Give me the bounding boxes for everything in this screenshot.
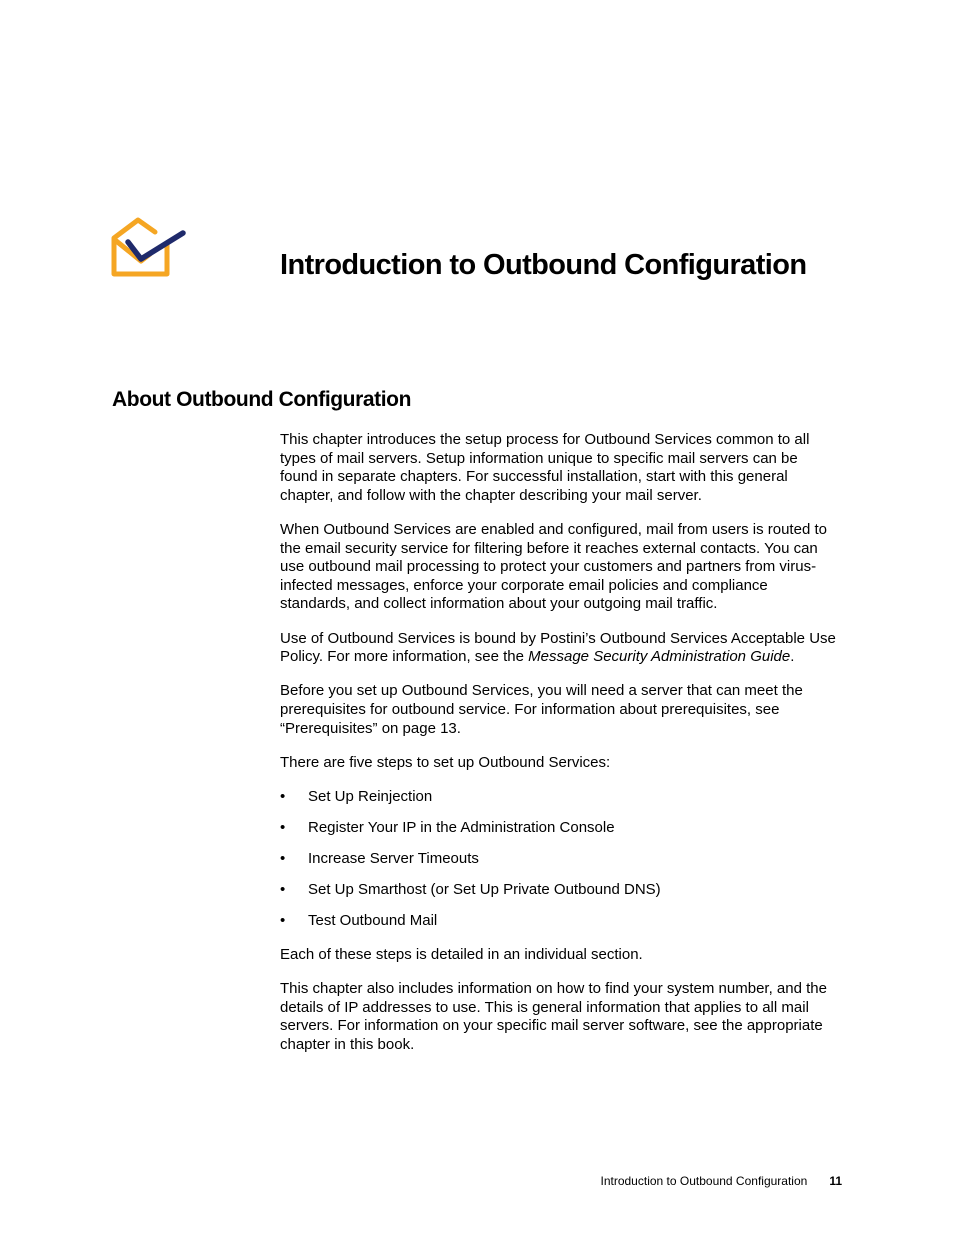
paragraph-steps-detail: Each of these steps is detailed in an individual section. bbox=[280, 946, 643, 963]
steps-list bbox=[280, 788, 836, 931]
list-item bbox=[280, 881, 836, 900]
step-label: Increase Server Timeouts bbox=[308, 849, 479, 867]
section-heading: About Outbound Configuration bbox=[112, 388, 412, 411]
bullet: • bbox=[280, 911, 286, 929]
paragraph-prerequisites: Before you set up Outbound Services, you will need a server that can meet the prerequisites for outbound service. For information about prerequisites, see “Prerequisites” on page 13. bbox=[280, 682, 803, 737]
paragraph-acceptable-use-text: Use of Outbound Services is bound by Postini’s Outbound Services Acceptable Use Policy. For more information, see the bbox=[280, 629, 836, 666]
body-text bbox=[280, 431, 836, 1070]
page-footer bbox=[0, 1174, 842, 1189]
bullet: • bbox=[280, 880, 286, 898]
bullet: • bbox=[280, 818, 286, 836]
page-number: 11 bbox=[829, 1174, 842, 1188]
paragraph-steps-intro: There are five steps to set up Outbound Services: bbox=[280, 753, 611, 771]
step-label: Set Up Smarthost (or Set Up Private Outbound DNS) bbox=[308, 880, 661, 898]
bullet: • bbox=[280, 787, 286, 805]
bullet: • bbox=[280, 849, 286, 867]
step-label: Test Outbound Mail bbox=[308, 911, 438, 929]
list-item bbox=[280, 912, 836, 931]
guide-title: Message Security Administration Guide bbox=[528, 648, 791, 666]
list-item bbox=[280, 850, 836, 869]
paragraph-chapter-scope: This chapter also includes information on how to find your system number, and the details of IP addresses to use. This is general information that applies to all mail servers. For information on your specific mail server software, see the appropriate chapter in this book. bbox=[280, 980, 827, 1053]
paragraph-acceptable-use bbox=[280, 630, 836, 667]
step-label: Register Your IP in the Administration Console bbox=[308, 818, 615, 836]
list-item bbox=[280, 819, 836, 838]
paragraph-acceptable-use-end: . bbox=[790, 648, 795, 666]
list-item bbox=[280, 788, 836, 807]
step-label: Set Up Reinjection bbox=[308, 787, 433, 805]
chapter-title: Introduction to Outbound Configuration bbox=[280, 249, 807, 281]
paragraph-outbound-services: When Outbound Services are enabled and configured, mail from users is routed to the email security service for filtering before it reaches external contacts. You can use outbound mail processing to protect your customers and partners from virus-infected messages, enforce your corporate email policies and compliance standards, and collect information about your outgoing mail traffic. bbox=[280, 520, 827, 613]
envelope-checkmark-icon bbox=[110, 214, 186, 280]
running-title: Introduction to Outbound Configuration bbox=[600, 1174, 808, 1188]
paragraph-intro: This chapter introduces the setup process for Outbound Services common to all types of mail servers. Setup information unique to specific mail servers can be found in separate chapters. For successful installation, start with this general chapter, and follow with the chapter describing your mail server. bbox=[280, 431, 810, 504]
